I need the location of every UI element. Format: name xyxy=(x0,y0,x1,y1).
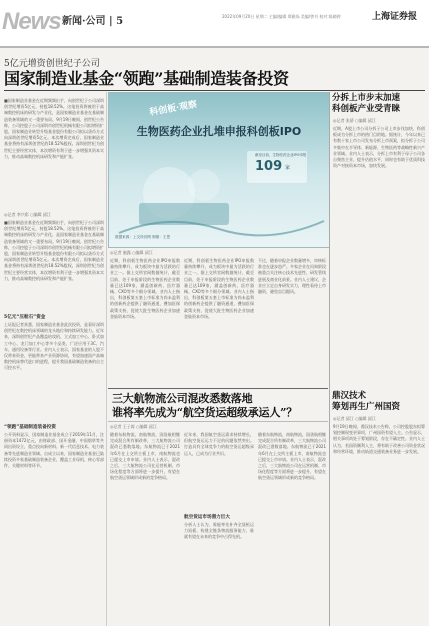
ipo-count-value: 109 xyxy=(255,159,283,174)
lead-column-b-intro: ■国家制造业基金在近期频频出手，向创世纪子公司深圳创世纪增资5亿元，持股18.52%。这笔投资将被用于高端数控机床的研发与产业化，是国家制造业基金在基础制造装备领域的又一重要布局。9月19日晚间，创世纪公告称，公司控股子公司深圳市创世纪机械有限公司拟增资扩股，国家制造业转型升级基金股份有限公司拟以货币方式向深圳创世纪增资5亿元。本次增资完成后，国家制造业基金将持有深圳创世纪约18.52%股权。深圳创世纪为创世纪主要经营实体，本次增资有利于进一步增强其资本实力，推动高端数控机床研发和产能扩张。 xyxy=(4,220,104,281)
lead-subhead-b: “领跑”基础制造装备投资 xyxy=(4,425,56,430)
lead-column-b: 上证报记者获悉，国家制造业基金此次投资，是看好深圳创世纪在数控机床领域的龙头地位和持续研发能力。近年来，深圳创世纪产品覆盖钻攻机、立式加工中心、卧式加工中心、龙门加工中心等多个品类，广泛应用于3C、汽车、通用设备等行业。业内人士表示，国家基金的入股不仅带来资金，更能带来产业资源协同，有望加速国产高端数控机床替代进口的进程，提升我国基础制造装备的自主可控水平。 xyxy=(4,322,104,371)
lead-byline: ◎记者 李兴彩 ○编辑 邱江 xyxy=(4,212,51,217)
second-headline-line1: 三大航物流公司混改悉数落地 xyxy=(112,392,253,405)
newspaper-logo: 上海证券报 xyxy=(372,12,418,22)
second-column-d: 随着东航物流、南航物流、国货航相继完成混合所有制改革，三大航物流公司混改已悉数落地。东航物流已于2021年6月在上交所主板上市，南航物流也已提交上市申请。业内人士表示，混改之后，三大航物流公司在运营机制、市场化程度等方面将进一步提升，有望在航空货运领域形成新的竞争格局。 xyxy=(258,432,326,481)
lead-kicker: 5亿元增资创世纪子公司 xyxy=(4,59,100,69)
infographic-title: 生物医药企业扎堆申报科创板IPO xyxy=(136,125,302,138)
ipo-count-unit: 家 xyxy=(285,165,291,171)
sidebar-headline-2 xyxy=(332,391,400,413)
section-label: 新闻·公司 | 5 xyxy=(62,16,124,27)
second-byline: ◎记者 王子霖 ○编辑 邱江 xyxy=(110,424,157,429)
sidebar-headline-1-line2: 科创板产业受青睐 xyxy=(332,104,401,114)
middle-column-c: 不过，随着申报企业数量增多，审核标准也在逐步趋严。多家企业在问询阶段被重点关注核心技术先进性、研发管线进展及商业化前景。业内人士建议，企业应立足自身研发实力，理性看待上市融资，避免盲目跟风。 xyxy=(258,258,326,295)
infographic-caption: 截至目前，生物医药企业IPO申报 xyxy=(255,153,307,157)
column-divider-right xyxy=(329,92,330,626)
lead-subhead-a: 5亿元“压舱石”资金 xyxy=(4,315,46,320)
lead-column-c: 公开资料显示，国家制造业基金成立于2019年11月，注册资本1472亿元，由财政部、国开金融、中国烟草等共同出资设立，重点投向新材料、新一代信息技术、电力装备等先进制造业领域。自成立以来，国家制造业基金已陆续投资多家基础制造装备企业，覆盖工业母机、核心零部件、关键材料等环节。 xyxy=(4,432,104,469)
middle-column-b: 近期，科创板生物医药企业IPO申报数量持续攀升，成为板块中最为活跃的行业之一。据上交所官网数据统计，截至目前，处于申报阶段的生物医药企业数量已达109家，涵盖创新药、医疗器械、CXO等多个细分领域。业内人士指出，科创板第五套上市标准为尚未盈利的创新药企提供了融资通道，叠加医保政策支持，促使大批生物医药企业加速登陆资本市场。 xyxy=(184,258,254,319)
second-story-top-rule xyxy=(108,388,328,389)
column-divider-left xyxy=(106,92,107,626)
news-wordmark: News xyxy=(2,8,61,35)
sidebar-headline-2-line1: 鼎汉技术 xyxy=(332,391,367,401)
second-column-b: 近年来，我国航空货运需求持续增长，但航空货运运力不足的问题依然突出。打造具有全球竞争力的航空货运超级承运人，已成为行业共识。 xyxy=(184,432,254,456)
second-story-rule xyxy=(108,421,328,422)
ipo-infographic xyxy=(108,92,330,248)
infographic-source: 数据来源：上交所官网 制图：王思 xyxy=(115,235,171,239)
middle-column-a: 近期，科创板生物医药企业IPO申报数量持续攀升，成为板块中最为活跃的行业之一。据上交所官网数据统计，截至目前，处于申报阶段的生物医药企业数量已达109家，涵盖创新药、医疗器械、CXO等多个细分领域。业内人士指出，科创板第五套上市标准为尚未盈利的创新药企提供了融资通道，叠加医保政策支持，促使大批生物医药企业加速登陆资本市场。 xyxy=(110,258,180,319)
masthead xyxy=(0,0,429,48)
sidebar-byline-2: ◎记者 邱江 ○编辑 邱江 xyxy=(333,416,376,421)
lead-column-a: ■国家制造业基金在近期频频出手，向创世纪子公司深圳创世纪增资5亿元，持股18.52%。这笔投资将被用于高端数控机床的研发与产业化，是国家制造业基金在基础制造装备领域的又一重要布局。9月19日晚间，创世纪公告称，公司控股子公司深圳市创世纪机械有限公司拟增资扩股，国家制造业转型升级基金股份有限公司拟以货币方式向深圳创世纪增资5亿元。本次增资完成后，国家制造业基金将持有深圳创世纪约18.52%股权。深圳创世纪为创世纪主要经营实体，本次增资有利于进一步增强其资本实力，推动高端数控机床研发和产能扩张。 xyxy=(4,98,104,159)
sidebar-column-2: 9月19日晚间，鼎汉技术公告称，公司控股股东拟筹划控制权变更事项，广州国资有望入主。公告显示，相关事项尚处于筹划阶段，存在不确定性。业内人士认为，若国资顺利入主，将有助于改善公司资金状况和经营环境，推动轨道交通装备业务进一步发展。 xyxy=(333,424,425,454)
second-story-headline xyxy=(112,392,297,420)
second-headline-line2: 谁将率先成为“航空货运超级承运人”？ xyxy=(112,406,298,419)
headline-divider xyxy=(4,90,425,91)
second-column-a: 随着东航物流、南航物流、国货航相继完成混合所有制改革，三大航物流公司混改已悉数落地。东航物流已于2021年6月在上交所主板上市，南航物流也已提交上市申请。业内人士表示，混改之后，三大航物流公司在运营机制、市场化程度等方面将进一步提升，有望在航空货运领域形成新的竞争格局。 xyxy=(110,432,180,481)
infographic-art xyxy=(109,93,329,247)
second-column-c: 分析人士认为，谁能率先补齐全货机运力短板、构建全链条物流服务能力，谁就有望在未来的竞争中占得先机。 xyxy=(184,522,254,540)
sidebar-byline-1: ◎记者 张骄 ○编辑 邱江 xyxy=(333,118,376,123)
middle-byline: ◎记者 施露 ○编辑 邱江 xyxy=(110,250,153,255)
infographic-stamp: 科创板·观察 xyxy=(148,99,198,119)
lead-headline: 国家制造业基金“领跑”基础制造装备投资 xyxy=(4,69,289,88)
issue-meta: 2022年09月20日 星期二 主编/编辑 郑雅烁 美编/曾书 校对:陈晓婷 xyxy=(222,14,341,19)
sidebar-headline-2-line2: 筹划再生广州国资 xyxy=(332,402,401,412)
second-subhead: 航空货运市场潜力巨大 xyxy=(184,515,230,520)
sidebar-column-1: 近期，A股上市公司分拆子公司上市步伐加快，科创板成为分拆上市的热门目的地。据统计，今年以来已有数十家上市公司发布分拆上市预案，拟分拆子公司多集中在半导体、新能源、生物医药等战略性新兴产业领域。业内人士表示，分拆上市有利于母子公司各自聚焦主业、提升估值水平，同时也有助于优质科技资产对接资本市场，加快发展。 xyxy=(333,126,425,169)
sidebar-headline-1-line1: 分拆上市步末加速 xyxy=(332,93,401,103)
sidebar-headline-1 xyxy=(332,93,400,115)
